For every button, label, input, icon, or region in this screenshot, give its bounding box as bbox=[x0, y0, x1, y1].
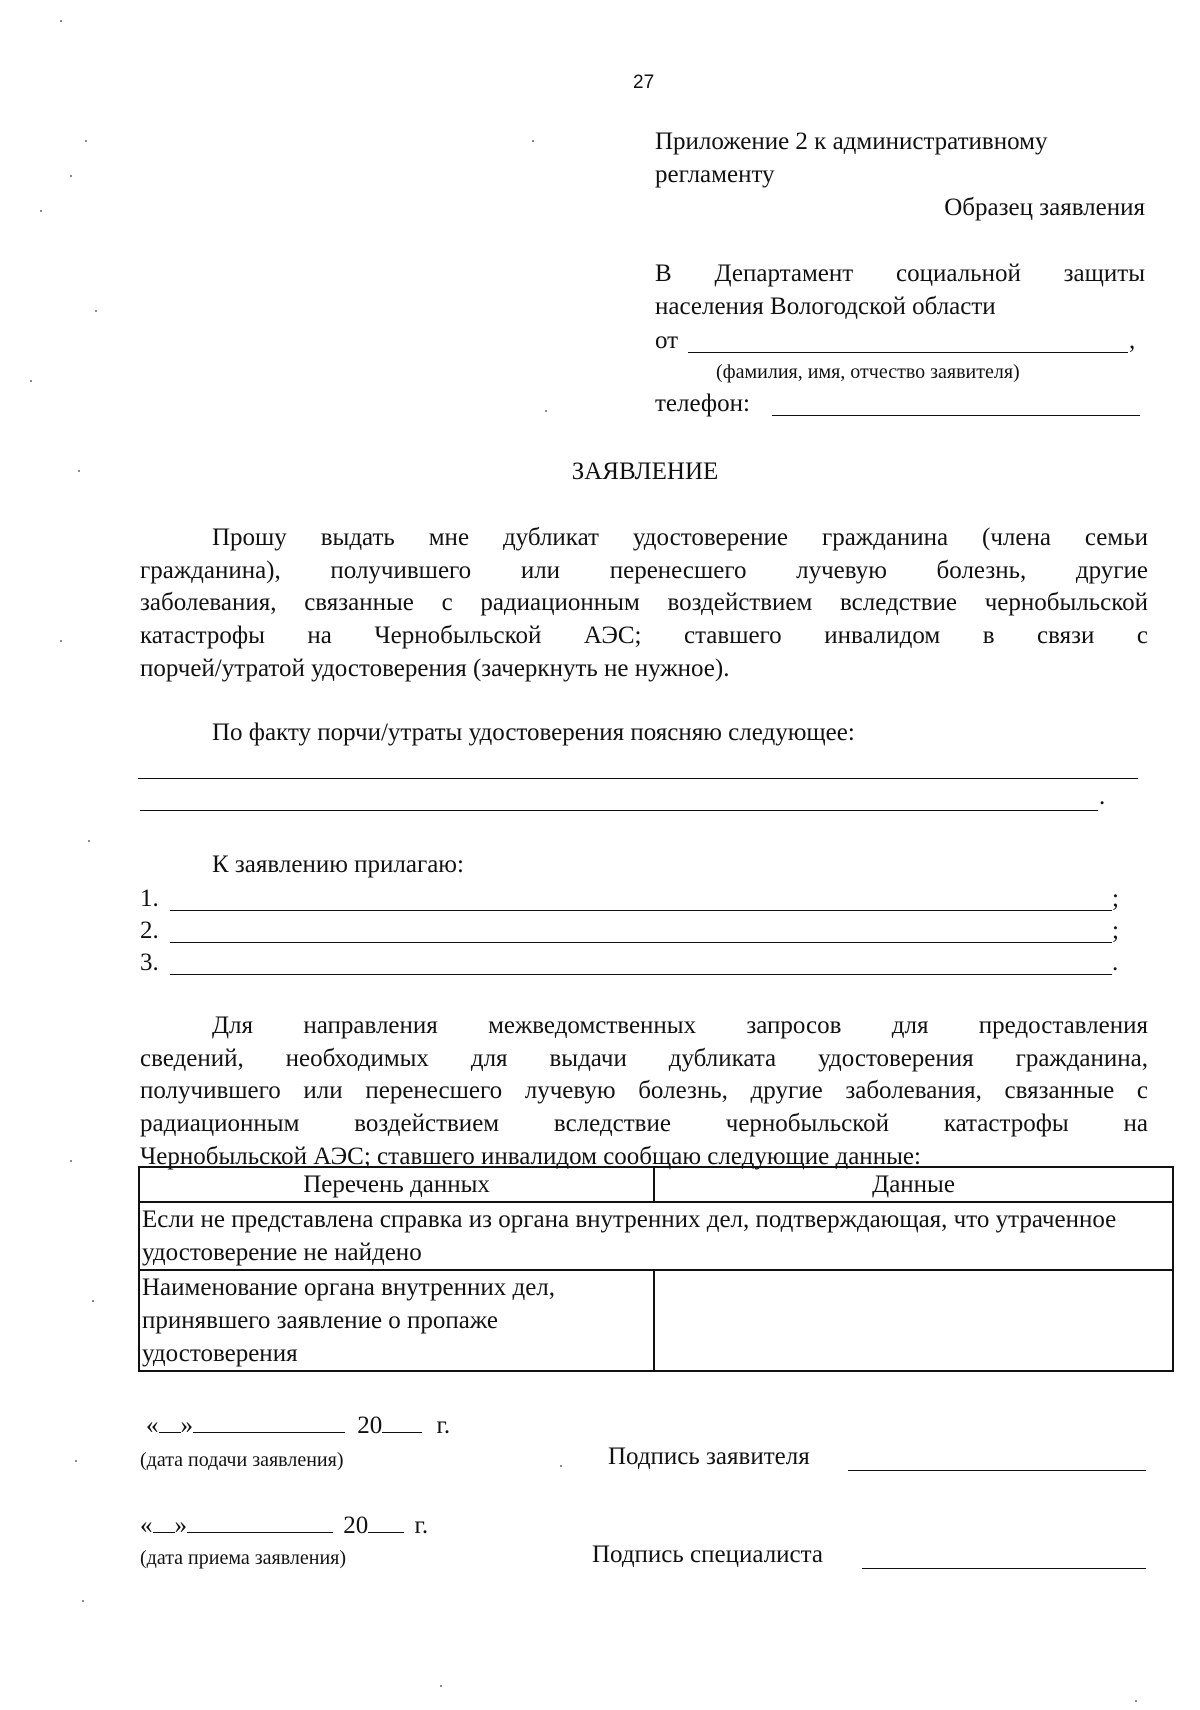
scan-speck bbox=[40, 210, 42, 212]
scan-speck bbox=[95, 310, 97, 312]
table-header-data: Данные bbox=[654, 1167, 1173, 1202]
scan-speck bbox=[440, 1685, 442, 1687]
table-row-lost-certificate-note: Если не представлена справка из органа внутренних дел, подтверждающая, что утраченное удостоверение не найдено bbox=[139, 1202, 1173, 1270]
accept-date-hint: (дата приема заявления) bbox=[140, 1547, 347, 1569]
request-line-2: гражданина), получившего или перенесшего лучевую болезнь, другие bbox=[140, 556, 1148, 584]
accept-date-close-quote: » bbox=[174, 1512, 187, 1539]
scan-speck bbox=[70, 175, 72, 177]
request-line-3: заболевания, связанные с радиационным воздействием вследствие чернобыльской bbox=[140, 589, 1148, 616]
interagency-line-4: радиационным воздействием вследствие чернобыльской катастрофы на bbox=[140, 1109, 1148, 1137]
request-paragraph bbox=[140, 522, 1148, 685]
submit-day-field[interactable] bbox=[159, 1408, 181, 1433]
submit-year-suffix: г. bbox=[436, 1412, 451, 1439]
attachments-label: К заявлению прилагаю: bbox=[212, 851, 464, 878]
request-line-5: порчей/утратой удостоверения (зачеркнуть не нужное). bbox=[140, 655, 730, 682]
applicant-signature-label: Подпись заявителя bbox=[608, 1443, 810, 1470]
table-row bbox=[139, 1270, 1173, 1371]
scan-speck bbox=[70, 1160, 72, 1162]
attachment-number-2: 2. bbox=[140, 917, 159, 944]
submit-year-prefix: 20 bbox=[357, 1412, 383, 1439]
addressee-line-2: населения Вологодской области bbox=[655, 293, 996, 320]
scan-speck bbox=[82, 1600, 84, 1602]
table-header-row bbox=[139, 1167, 1173, 1202]
attachment-number-1: 1. bbox=[140, 885, 159, 912]
scan-speck bbox=[1135, 1700, 1137, 1702]
interagency-paragraph bbox=[140, 1010, 1148, 1173]
attachment-field-1[interactable] bbox=[170, 884, 1112, 911]
page-number: 27 bbox=[633, 72, 655, 93]
explanation-label: По факту порчи/утраты удостоверения поясняю следующее: bbox=[212, 719, 855, 746]
attachment-end-3: . bbox=[1112, 949, 1119, 976]
submit-date-close-quote: » bbox=[180, 1412, 193, 1439]
scan-speck bbox=[78, 470, 80, 472]
from-hint: (фамилия, имя, отчество заявителя) bbox=[716, 361, 1020, 383]
document-title: ЗАЯВЛЕНИЕ bbox=[571, 458, 719, 485]
interagency-line-2: сведений, необходимых для выдачи дубликата удостоверения гражданина, bbox=[140, 1044, 1148, 1072]
sample-label: Образец заявления bbox=[944, 194, 1145, 221]
submit-date-open-quote: « bbox=[146, 1412, 159, 1439]
request-line-4: катастрофы на Чернобыльской АЭС; ставшего инвалидом в связи с bbox=[140, 621, 1148, 649]
attachment-number-3: 3. bbox=[140, 949, 159, 976]
attachment-end-2: ; bbox=[1112, 917, 1119, 944]
scan-speck bbox=[88, 840, 90, 842]
scan-speck bbox=[532, 140, 534, 142]
explanation-line-1[interactable] bbox=[138, 752, 1138, 779]
submit-date-row bbox=[146, 1408, 450, 1442]
table-row bbox=[139, 1202, 1173, 1270]
scan-speck bbox=[60, 20, 62, 22]
accept-year-prefix: 20 bbox=[343, 1512, 369, 1539]
addressee-line-1: В Департамент социальной защиты bbox=[655, 260, 1145, 287]
phone-label: телефон: bbox=[655, 390, 750, 417]
accept-day-field[interactable] bbox=[153, 1508, 175, 1533]
accept-date-open-quote: « bbox=[140, 1512, 153, 1539]
specialist-signature-label: Подпись специалиста bbox=[592, 1541, 823, 1568]
accept-year-suffix: г. bbox=[414, 1512, 429, 1539]
specialist-signature-field[interactable] bbox=[862, 1540, 1146, 1569]
table-row-police-authority-label: Наименование органа внутренних дел, принявшего заявление о пропаже удостоверения bbox=[139, 1270, 654, 1371]
interagency-line-3: получившего или перенесшего лучевую болезнь, другие заболевания, связанные с bbox=[140, 1077, 1148, 1104]
scan-speck bbox=[545, 410, 547, 412]
interagency-line-5: Чернобыльской АЭС; ставшего инвалидом сообщаю следующие данные: bbox=[140, 1143, 921, 1170]
accept-date-row bbox=[140, 1508, 428, 1542]
submit-date-hint: (дата подачи заявления) bbox=[140, 1449, 344, 1471]
submit-year-field[interactable] bbox=[382, 1408, 422, 1433]
scan-speck bbox=[60, 640, 62, 642]
scan-speck bbox=[75, 1460, 77, 1462]
applicant-signature-field[interactable] bbox=[848, 1442, 1146, 1471]
accept-year-field[interactable] bbox=[368, 1508, 404, 1533]
explanation-end-mark: . bbox=[1099, 783, 1106, 810]
attachment-end-1: ; bbox=[1112, 885, 1119, 912]
submit-month-field[interactable] bbox=[193, 1408, 345, 1433]
scan-speck bbox=[30, 380, 32, 382]
request-line-1: Прошу выдать мне дубликат удостоверение гражданина (члена семьи bbox=[212, 524, 1148, 551]
accept-month-field[interactable] bbox=[187, 1508, 333, 1533]
from-comma: , bbox=[1129, 327, 1136, 354]
table-header-list: Перечень данных bbox=[139, 1167, 654, 1202]
appendix-line-2: регламенту bbox=[655, 161, 775, 188]
interagency-line-1: Для направления межведомственных запросов для предоставления bbox=[212, 1012, 1148, 1039]
explanation-line-2[interactable] bbox=[140, 784, 1098, 811]
attachment-field-2[interactable] bbox=[170, 916, 1112, 943]
data-table bbox=[138, 1166, 1174, 1372]
scan-speck bbox=[560, 1465, 562, 1467]
from-name-field[interactable] bbox=[688, 324, 1128, 353]
table-row-police-authority-value[interactable] bbox=[654, 1270, 1173, 1371]
appendix-line-1: Приложение 2 к административному bbox=[655, 128, 1048, 155]
attachment-field-3[interactable] bbox=[170, 948, 1112, 975]
from-label: от bbox=[655, 327, 679, 354]
phone-field[interactable] bbox=[772, 387, 1140, 416]
scan-speck bbox=[92, 1300, 94, 1302]
scan-speck bbox=[85, 140, 87, 142]
